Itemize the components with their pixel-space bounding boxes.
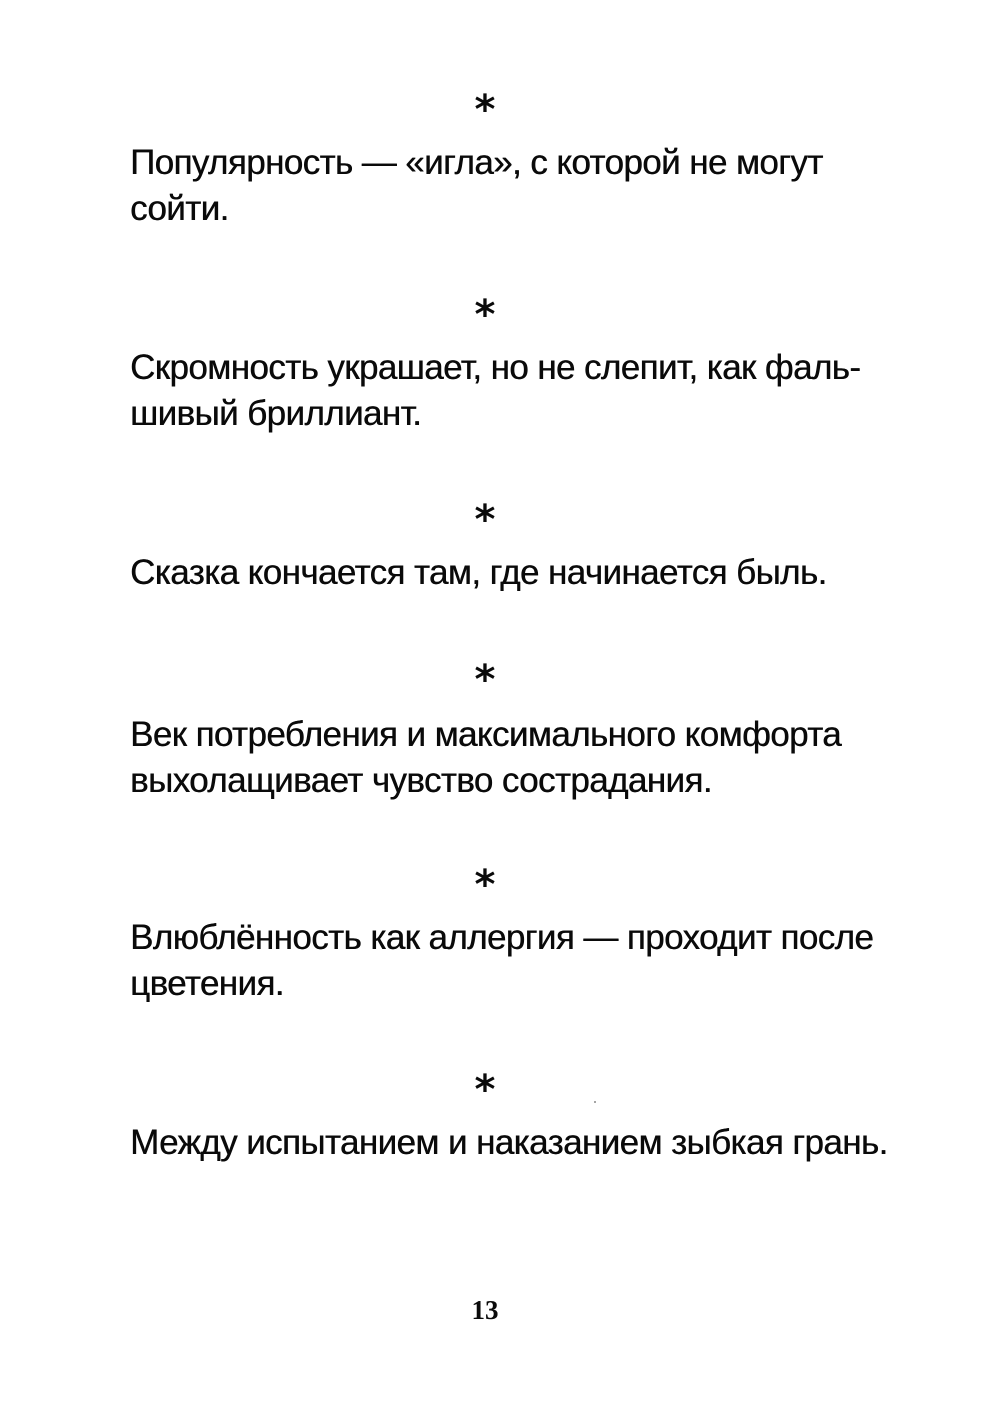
aphorism-line: Сказка кончается там, где начинается быль. (130, 553, 827, 592)
page-number: 13 (471, 1295, 499, 1325)
aphorism-line: Между испытанием и наказанием зыбкая грань. (130, 1123, 888, 1162)
separator-asterisk-4: * (474, 657, 496, 703)
aphorism-line: Популярность — «игла», с которой не могут (130, 143, 823, 182)
dust-speck (594, 1101, 596, 1103)
separator-asterisk-1: * (474, 87, 496, 133)
aphorism-line: цветения. (130, 964, 284, 1003)
aphorism-line: Влюблённость как аллергия — проходит после (130, 918, 874, 957)
aphorism-4 (130, 712, 850, 804)
aphorism-line: Век потребления и максимального комфорта (130, 715, 842, 754)
separator-asterisk-2: * (474, 292, 496, 338)
aphorism-line: выхолащивает чувство сострадания. (130, 761, 712, 800)
aphorism-2 (130, 345, 861, 437)
aphorism-1 (130, 140, 850, 232)
aphorism-5 (130, 915, 874, 1007)
aphorism-line: сойти. (130, 189, 229, 228)
separator-asterisk-5: * (474, 862, 496, 908)
separator-asterisk-6: * (474, 1067, 496, 1113)
separator-asterisk-3: * (474, 497, 496, 543)
aphorism-6 (130, 1120, 888, 1166)
aphorism-line: шивый бриллиант. (130, 394, 422, 433)
aphorism-line: Скромность украшает, но не слепит, как фаль- (130, 348, 861, 387)
aphorism-3 (130, 550, 850, 596)
